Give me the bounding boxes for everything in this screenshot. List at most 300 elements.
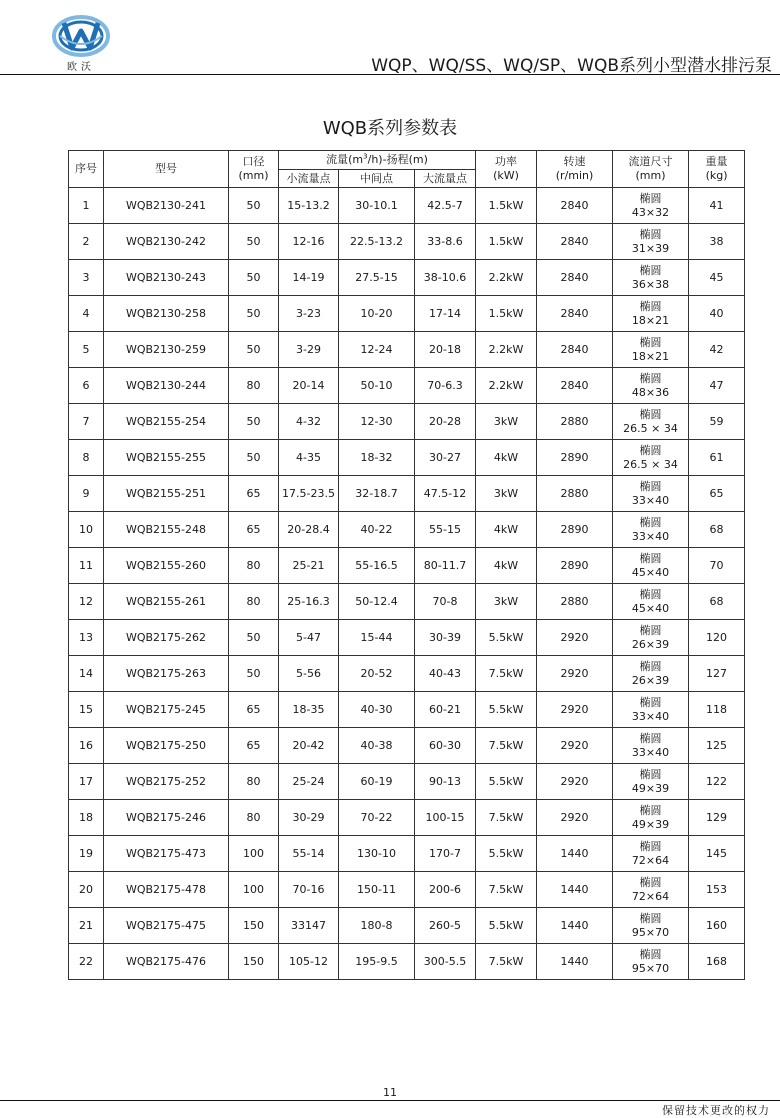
table-row (69, 692, 745, 728)
cell-power: 4kW (476, 548, 537, 584)
cell-small-flow: 4-32 (279, 404, 339, 440)
cell-large-flow: 260-5 (415, 908, 476, 944)
flow-head-sup: 3 (363, 152, 368, 161)
cell-diameter: 50 (229, 224, 279, 260)
channel-label: 流道尺寸 (628, 155, 673, 168)
table-row (69, 872, 745, 908)
cell-diameter: 65 (229, 692, 279, 728)
channel-size: 72×64 (631, 889, 670, 903)
channel-size: 26×39 (631, 637, 670, 651)
cell-diameter: 150 (229, 908, 279, 944)
diameter-label: 口径 (242, 155, 265, 168)
table-row (69, 548, 745, 584)
cell-seq: 16 (69, 728, 104, 764)
cell-channel (613, 836, 689, 872)
cell-diameter: 65 (229, 728, 279, 764)
cell-power: 2.2kW (476, 260, 537, 296)
channel-size: 45×40 (631, 601, 670, 615)
cell-mid: 40-38 (339, 728, 415, 764)
cell-small-flow: 70-16 (279, 872, 339, 908)
logo-text: 欧沃 (67, 62, 95, 73)
cell-small-flow: 25-24 (279, 764, 339, 800)
channel-size: 33×40 (631, 529, 670, 543)
cell-diameter: 50 (229, 440, 279, 476)
cell-model: WQB2175-246 (104, 800, 229, 836)
table-row (69, 260, 745, 296)
table-row (69, 368, 745, 404)
page-number: 11 (383, 1086, 397, 1099)
cell-weight: 168 (689, 944, 745, 980)
channel-shape: 椭圆 (639, 803, 662, 817)
cell-channel (613, 944, 689, 980)
cell-model: WQB2175-473 (104, 836, 229, 872)
channel-size: 43×32 (631, 205, 670, 219)
cell-speed: 2920 (537, 656, 613, 692)
cell-channel (613, 476, 689, 512)
cell-mid: 12-24 (339, 332, 415, 368)
cell-large-flow: 200-6 (415, 872, 476, 908)
cell-small-flow: 20-28.4 (279, 512, 339, 548)
channel-shape: 椭圆 (639, 515, 662, 529)
cell-seq: 22 (69, 944, 104, 980)
footer-divider (0, 1100, 780, 1101)
channel-size: 49×39 (631, 817, 670, 831)
channel-size: 26×39 (631, 673, 670, 687)
cell-speed: 2840 (537, 188, 613, 224)
cell-weight: 129 (689, 800, 745, 836)
channel-shape: 椭圆 (639, 911, 662, 925)
cell-model: WQB2175-263 (104, 656, 229, 692)
cell-power: 4kW (476, 440, 537, 476)
cell-channel (613, 800, 689, 836)
table-row (69, 836, 745, 872)
cell-seq: 11 (69, 548, 104, 584)
cell-speed: 2880 (537, 404, 613, 440)
cell-small-flow: 18-35 (279, 692, 339, 728)
cell-seq: 21 (69, 908, 104, 944)
cell-seq: 14 (69, 656, 104, 692)
cell-power: 4kW (476, 512, 537, 548)
channel-size: 45×40 (631, 565, 670, 579)
cell-mid: 30-10.1 (339, 188, 415, 224)
cell-speed: 2840 (537, 224, 613, 260)
cell-diameter: 80 (229, 368, 279, 404)
cell-seq: 17 (69, 764, 104, 800)
cell-channel (613, 368, 689, 404)
cell-mid: 70-22 (339, 800, 415, 836)
cell-speed: 2880 (537, 476, 613, 512)
channel-shape: 椭圆 (639, 479, 662, 493)
cell-channel (613, 548, 689, 584)
cell-speed: 2840 (537, 332, 613, 368)
speed-label: 转速 (563, 155, 586, 168)
cell-model: WQB2130-241 (104, 188, 229, 224)
cell-channel (613, 512, 689, 548)
cell-weight: 153 (689, 872, 745, 908)
cell-weight: 65 (689, 476, 745, 512)
cell-seq: 3 (69, 260, 104, 296)
footer-note: 保留技术更改的权力 (662, 1104, 770, 1117)
cell-small-flow: 12-16 (279, 224, 339, 260)
cell-weight: 68 (689, 584, 745, 620)
cell-power: 5.5kW (476, 908, 537, 944)
cell-large-flow: 70-6.3 (415, 368, 476, 404)
cell-speed: 2920 (537, 728, 613, 764)
cell-mid: 130-10 (339, 836, 415, 872)
cell-mid: 180-8 (339, 908, 415, 944)
cell-large-flow: 70-8 (415, 584, 476, 620)
cell-model: WQB2130-242 (104, 224, 229, 260)
col-header-large-flow: 大流量点 (415, 170, 476, 188)
col-header-speed (537, 151, 613, 188)
cell-seq: 7 (69, 404, 104, 440)
cell-power: 1.5kW (476, 188, 537, 224)
cell-seq: 8 (69, 440, 104, 476)
cell-seq: 9 (69, 476, 104, 512)
cell-weight: 125 (689, 728, 745, 764)
channel-shape: 椭圆 (639, 695, 662, 709)
cell-power: 7.5kW (476, 944, 537, 980)
cell-seq: 6 (69, 368, 104, 404)
channel-size: 36×38 (631, 277, 670, 291)
cell-weight: 59 (689, 404, 745, 440)
table-body (69, 188, 745, 980)
cell-small-flow: 4-35 (279, 440, 339, 476)
cell-seq: 18 (69, 800, 104, 836)
cell-model: WQB2175-478 (104, 872, 229, 908)
col-header-channel (613, 151, 689, 188)
cell-mid: 60-19 (339, 764, 415, 800)
cell-diameter: 100 (229, 836, 279, 872)
table-row (69, 476, 745, 512)
cell-power: 3kW (476, 476, 537, 512)
cell-speed: 2880 (537, 584, 613, 620)
cell-mid: 20-52 (339, 656, 415, 692)
cell-diameter: 50 (229, 404, 279, 440)
cell-diameter: 50 (229, 188, 279, 224)
channel-shape: 椭圆 (639, 551, 662, 565)
cell-model: WQB2155-260 (104, 548, 229, 584)
channel-shape: 椭圆 (639, 623, 662, 637)
cell-speed: 2890 (537, 440, 613, 476)
cell-power: 2.2kW (476, 368, 537, 404)
channel-size: 33×40 (631, 745, 670, 759)
table-row (69, 656, 745, 692)
channel-size: 26.5 × 34 (623, 421, 678, 435)
cell-seq: 20 (69, 872, 104, 908)
parameter-table (68, 150, 745, 980)
cell-channel (613, 872, 689, 908)
cell-small-flow: 25-16.3 (279, 584, 339, 620)
table-row (69, 728, 745, 764)
table-row (69, 584, 745, 620)
cell-small-flow: 5-47 (279, 620, 339, 656)
cell-speed: 2890 (537, 548, 613, 584)
cell-speed: 1440 (537, 872, 613, 908)
cell-model: WQB2130-243 (104, 260, 229, 296)
cell-channel (613, 260, 689, 296)
cell-diameter: 50 (229, 296, 279, 332)
cell-speed: 2920 (537, 692, 613, 728)
cell-diameter: 50 (229, 656, 279, 692)
channel-size: 33×40 (631, 493, 670, 507)
cell-seq: 15 (69, 692, 104, 728)
cell-small-flow: 20-14 (279, 368, 339, 404)
cell-power: 7.5kW (476, 800, 537, 836)
cell-mid: 40-22 (339, 512, 415, 548)
cell-large-flow: 38-10.6 (415, 260, 476, 296)
cell-large-flow: 47.5-12 (415, 476, 476, 512)
power-unit: (kW) (493, 169, 519, 182)
cell-speed: 2840 (537, 260, 613, 296)
brand-logo (52, 14, 110, 74)
table-row (69, 800, 745, 836)
channel-shape: 椭圆 (639, 875, 662, 889)
channel-shape: 椭圆 (639, 227, 662, 241)
cell-speed: 2920 (537, 800, 613, 836)
cell-channel (613, 440, 689, 476)
col-header-weight (689, 151, 745, 188)
cell-power: 1.5kW (476, 296, 537, 332)
cell-mid: 10-20 (339, 296, 415, 332)
cell-large-flow: 100-15 (415, 800, 476, 836)
cell-large-flow: 60-21 (415, 692, 476, 728)
cell-model: WQB2175-262 (104, 620, 229, 656)
cell-weight: 120 (689, 620, 745, 656)
cell-weight: 61 (689, 440, 745, 476)
cell-weight: 47 (689, 368, 745, 404)
cell-weight: 42 (689, 332, 745, 368)
channel-shape: 椭圆 (639, 335, 662, 349)
col-header-power (476, 151, 537, 188)
cell-channel (613, 692, 689, 728)
cell-model: WQB2130-244 (104, 368, 229, 404)
cell-diameter: 50 (229, 620, 279, 656)
table-row (69, 944, 745, 980)
cell-model: WQB2175-250 (104, 728, 229, 764)
table-row (69, 188, 745, 224)
cell-mid: 27.5-15 (339, 260, 415, 296)
cell-seq: 19 (69, 836, 104, 872)
cell-small-flow: 30-29 (279, 800, 339, 836)
channel-shape: 椭圆 (639, 407, 662, 421)
cell-model: WQB2130-258 (104, 296, 229, 332)
channel-size: 18×21 (631, 313, 670, 327)
cell-weight: 127 (689, 656, 745, 692)
cell-model: WQB2155-254 (104, 404, 229, 440)
channel-shape: 椭圆 (639, 371, 662, 385)
cell-mid: 195-9.5 (339, 944, 415, 980)
cell-small-flow: 20-42 (279, 728, 339, 764)
cell-seq: 4 (69, 296, 104, 332)
cell-power: 5.5kW (476, 692, 537, 728)
cell-large-flow: 20-28 (415, 404, 476, 440)
cell-diameter: 80 (229, 764, 279, 800)
cell-speed: 1440 (537, 836, 613, 872)
cell-power: 3kW (476, 584, 537, 620)
cell-weight: 122 (689, 764, 745, 800)
cell-power: 5.5kW (476, 764, 537, 800)
cell-large-flow: 17-14 (415, 296, 476, 332)
table-row (69, 764, 745, 800)
cell-large-flow: 20-18 (415, 332, 476, 368)
weight-unit: (kg) (705, 169, 728, 182)
cell-weight: 118 (689, 692, 745, 728)
cell-channel (613, 188, 689, 224)
cell-seq: 2 (69, 224, 104, 260)
col-header-flow-head (279, 151, 476, 170)
cell-weight: 160 (689, 908, 745, 944)
channel-size: 48×36 (631, 385, 670, 399)
cell-weight: 68 (689, 512, 745, 548)
cell-mid: 40-30 (339, 692, 415, 728)
cell-channel (613, 584, 689, 620)
channel-size: 31×39 (631, 241, 670, 255)
cell-speed: 2890 (537, 512, 613, 548)
cell-diameter: 80 (229, 800, 279, 836)
cell-model: WQB2175-252 (104, 764, 229, 800)
table-title: WQB系列参数表 (322, 118, 458, 139)
cell-power: 3kW (476, 404, 537, 440)
table-row (69, 404, 745, 440)
cell-small-flow: 33147 (279, 908, 339, 944)
channel-unit: (mm) (635, 169, 666, 182)
cell-small-flow: 25-21 (279, 548, 339, 584)
cell-speed: 2840 (537, 296, 613, 332)
channel-size: 72×64 (631, 853, 670, 867)
cell-large-flow: 90-13 (415, 764, 476, 800)
page-header (0, 0, 780, 80)
speed-unit: (r/min) (555, 169, 594, 182)
cell-model: WQB2155-248 (104, 512, 229, 548)
cell-weight: 45 (689, 260, 745, 296)
cell-model: WQB2155-251 (104, 476, 229, 512)
cell-small-flow: 5-56 (279, 656, 339, 692)
cell-mid: 150-11 (339, 872, 415, 908)
col-header-model: 型号 (104, 151, 229, 188)
cell-mid: 50-12.4 (339, 584, 415, 620)
channel-shape: 椭圆 (639, 443, 662, 457)
cell-weight: 41 (689, 188, 745, 224)
channel-size: 33×40 (631, 709, 670, 723)
channel-shape: 椭圆 (639, 947, 662, 961)
cell-speed: 2920 (537, 620, 613, 656)
cell-diameter: 80 (229, 584, 279, 620)
channel-size: 95×70 (631, 925, 670, 939)
cell-model: WQB2175-245 (104, 692, 229, 728)
cell-weight: 38 (689, 224, 745, 260)
channel-size: 18×21 (631, 349, 670, 363)
cell-mid: 50-10 (339, 368, 415, 404)
cell-channel (613, 332, 689, 368)
cell-model: WQB2175-475 (104, 908, 229, 944)
cell-diameter: 50 (229, 332, 279, 368)
table-row (69, 620, 745, 656)
cell-speed: 2840 (537, 368, 613, 404)
channel-size: 95×70 (631, 961, 670, 975)
cell-speed: 1440 (537, 944, 613, 980)
channel-shape: 椭圆 (639, 263, 662, 277)
cell-model: WQB2175-476 (104, 944, 229, 980)
cell-power: 5.5kW (476, 620, 537, 656)
cell-mid: 32-18.7 (339, 476, 415, 512)
cell-small-flow: 55-14 (279, 836, 339, 872)
cell-large-flow: 30-39 (415, 620, 476, 656)
cell-diameter: 80 (229, 548, 279, 584)
cell-diameter: 65 (229, 476, 279, 512)
cell-model: WQB2130-259 (104, 332, 229, 368)
header-divider (0, 74, 780, 75)
cell-large-flow: 55-15 (415, 512, 476, 548)
table-row (69, 512, 745, 548)
cell-large-flow: 30-27 (415, 440, 476, 476)
col-header-seq: 序号 (69, 151, 104, 188)
table-row (69, 332, 745, 368)
cell-power: 1.5kW (476, 224, 537, 260)
channel-shape: 椭圆 (639, 839, 662, 853)
cell-channel (613, 296, 689, 332)
cell-mid: 15-44 (339, 620, 415, 656)
cell-small-flow: 17.5-23.5 (279, 476, 339, 512)
flow-head-suffix: /h)-扬程(m) (367, 153, 428, 166)
cell-power: 7.5kW (476, 728, 537, 764)
cell-seq: 10 (69, 512, 104, 548)
diameter-unit: (mm) (238, 169, 269, 182)
document-title: WQP、WQ/SS、WQ/SP、WQB系列小型潜水排污泵 (371, 56, 772, 76)
cell-large-flow: 300-5.5 (415, 944, 476, 980)
channel-shape: 椭圆 (639, 191, 662, 205)
logo-mark-icon (52, 14, 110, 58)
cell-large-flow: 170-7 (415, 836, 476, 872)
cell-small-flow: 105-12 (279, 944, 339, 980)
cell-model: WQB2155-255 (104, 440, 229, 476)
cell-channel (613, 728, 689, 764)
cell-channel (613, 656, 689, 692)
cell-channel (613, 404, 689, 440)
cell-mid: 12-30 (339, 404, 415, 440)
cell-channel (613, 620, 689, 656)
cell-power: 7.5kW (476, 656, 537, 692)
channel-shape: 椭圆 (639, 299, 662, 313)
channel-size: 49×39 (631, 781, 670, 795)
cell-small-flow: 3-23 (279, 296, 339, 332)
table-row (69, 908, 745, 944)
channel-shape: 椭圆 (639, 767, 662, 781)
cell-mid: 18-32 (339, 440, 415, 476)
cell-weight: 145 (689, 836, 745, 872)
cell-large-flow: 80-11.7 (415, 548, 476, 584)
cell-mid: 55-16.5 (339, 548, 415, 584)
cell-power: 5.5kW (476, 836, 537, 872)
power-label: 功率 (495, 155, 518, 168)
cell-diameter: 50 (229, 260, 279, 296)
cell-small-flow: 14-19 (279, 260, 339, 296)
cell-model: WQB2155-261 (104, 584, 229, 620)
flow-head-prefix: 流量(m (326, 153, 364, 166)
weight-label: 重量 (705, 155, 728, 168)
cell-large-flow: 40-43 (415, 656, 476, 692)
cell-small-flow: 15-13.2 (279, 188, 339, 224)
table-row (69, 224, 745, 260)
channel-shape: 椭圆 (639, 731, 662, 745)
cell-weight: 40 (689, 296, 745, 332)
cell-weight: 70 (689, 548, 745, 584)
cell-power: 7.5kW (476, 872, 537, 908)
col-header-diameter (229, 151, 279, 188)
channel-shape: 椭圆 (639, 587, 662, 601)
cell-diameter: 150 (229, 944, 279, 980)
cell-mid: 22.5-13.2 (339, 224, 415, 260)
